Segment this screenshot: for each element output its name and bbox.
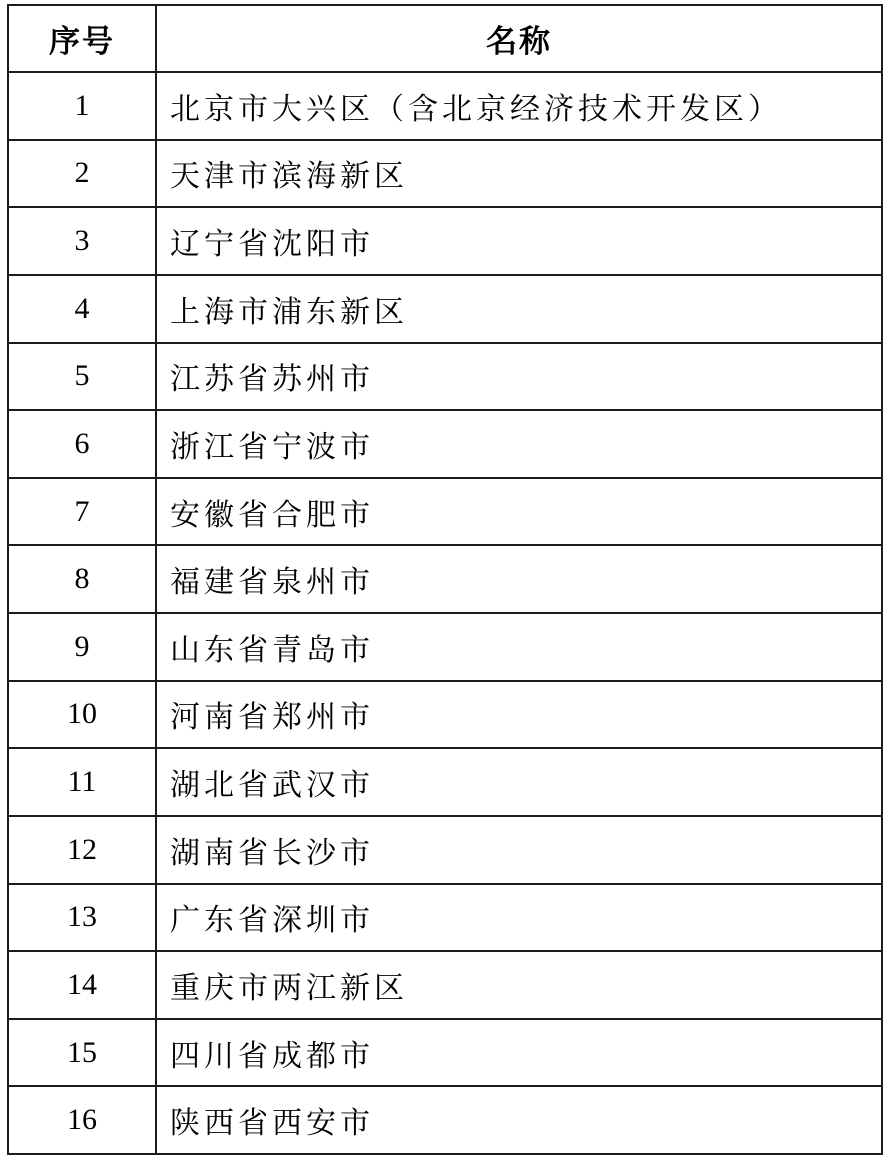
- table-row: [8, 1086, 882, 1154]
- table-row: [8, 816, 882, 884]
- table-row: [8, 681, 882, 749]
- table-row: [8, 207, 882, 275]
- row-name-cell: 安徽省合肥市: [156, 478, 882, 546]
- row-index-cell: 13: [8, 884, 156, 952]
- table-row: [8, 884, 882, 952]
- table-row: [8, 613, 882, 681]
- row-name-cell: 湖北省武汉市: [156, 748, 882, 816]
- row-name-cell: 北京市大兴区（含北京经济技术开发区）: [156, 72, 882, 140]
- table-body: [8, 72, 882, 1154]
- row-index-cell: 6: [8, 410, 156, 478]
- row-name-cell: 浙江省宁波市: [156, 410, 882, 478]
- row-name-cell: 山东省青岛市: [156, 613, 882, 681]
- table-row: [8, 545, 882, 613]
- row-index-cell: 12: [8, 816, 156, 884]
- row-index-cell: 16: [8, 1086, 156, 1154]
- row-name-cell: 河南省郑州市: [156, 681, 882, 749]
- row-name-cell: 陕西省西安市: [156, 1086, 882, 1154]
- row-name-cell: 江苏省苏州市: [156, 343, 882, 411]
- row-name-cell: 湖南省长沙市: [156, 816, 882, 884]
- table-row: [8, 478, 882, 546]
- city-list-table: [7, 4, 883, 1155]
- row-index-cell: 7: [8, 478, 156, 546]
- row-name-cell: 重庆市两江新区: [156, 951, 882, 1019]
- row-name-cell: 辽宁省沈阳市: [156, 207, 882, 275]
- table-row: [8, 410, 882, 478]
- table-row: [8, 72, 882, 140]
- row-index-cell: 14: [8, 951, 156, 1019]
- row-index-cell: 10: [8, 681, 156, 749]
- table-header-row: [8, 5, 882, 72]
- row-index-cell: 8: [8, 545, 156, 613]
- row-index-cell: 2: [8, 140, 156, 208]
- col-header-index: 序号: [8, 5, 156, 72]
- col-header-name: 名称: [156, 5, 882, 72]
- row-index-cell: 15: [8, 1019, 156, 1087]
- row-index-cell: 5: [8, 343, 156, 411]
- row-name-cell: 天津市滨海新区: [156, 140, 882, 208]
- row-index-cell: 4: [8, 275, 156, 343]
- row-index-cell: 11: [8, 748, 156, 816]
- table-row: [8, 748, 882, 816]
- row-index-cell: 9: [8, 613, 156, 681]
- row-index-cell: 1: [8, 72, 156, 140]
- table-row: [8, 951, 882, 1019]
- row-index-cell: 3: [8, 207, 156, 275]
- row-name-cell: 福建省泉州市: [156, 545, 882, 613]
- row-name-cell: 四川省成都市: [156, 1019, 882, 1087]
- row-name-cell: 上海市浦东新区: [156, 275, 882, 343]
- table-row: [8, 275, 882, 343]
- table-row: [8, 343, 882, 411]
- table-row: [8, 140, 882, 208]
- table-row: [8, 1019, 882, 1087]
- row-name-cell: 广东省深圳市: [156, 884, 882, 952]
